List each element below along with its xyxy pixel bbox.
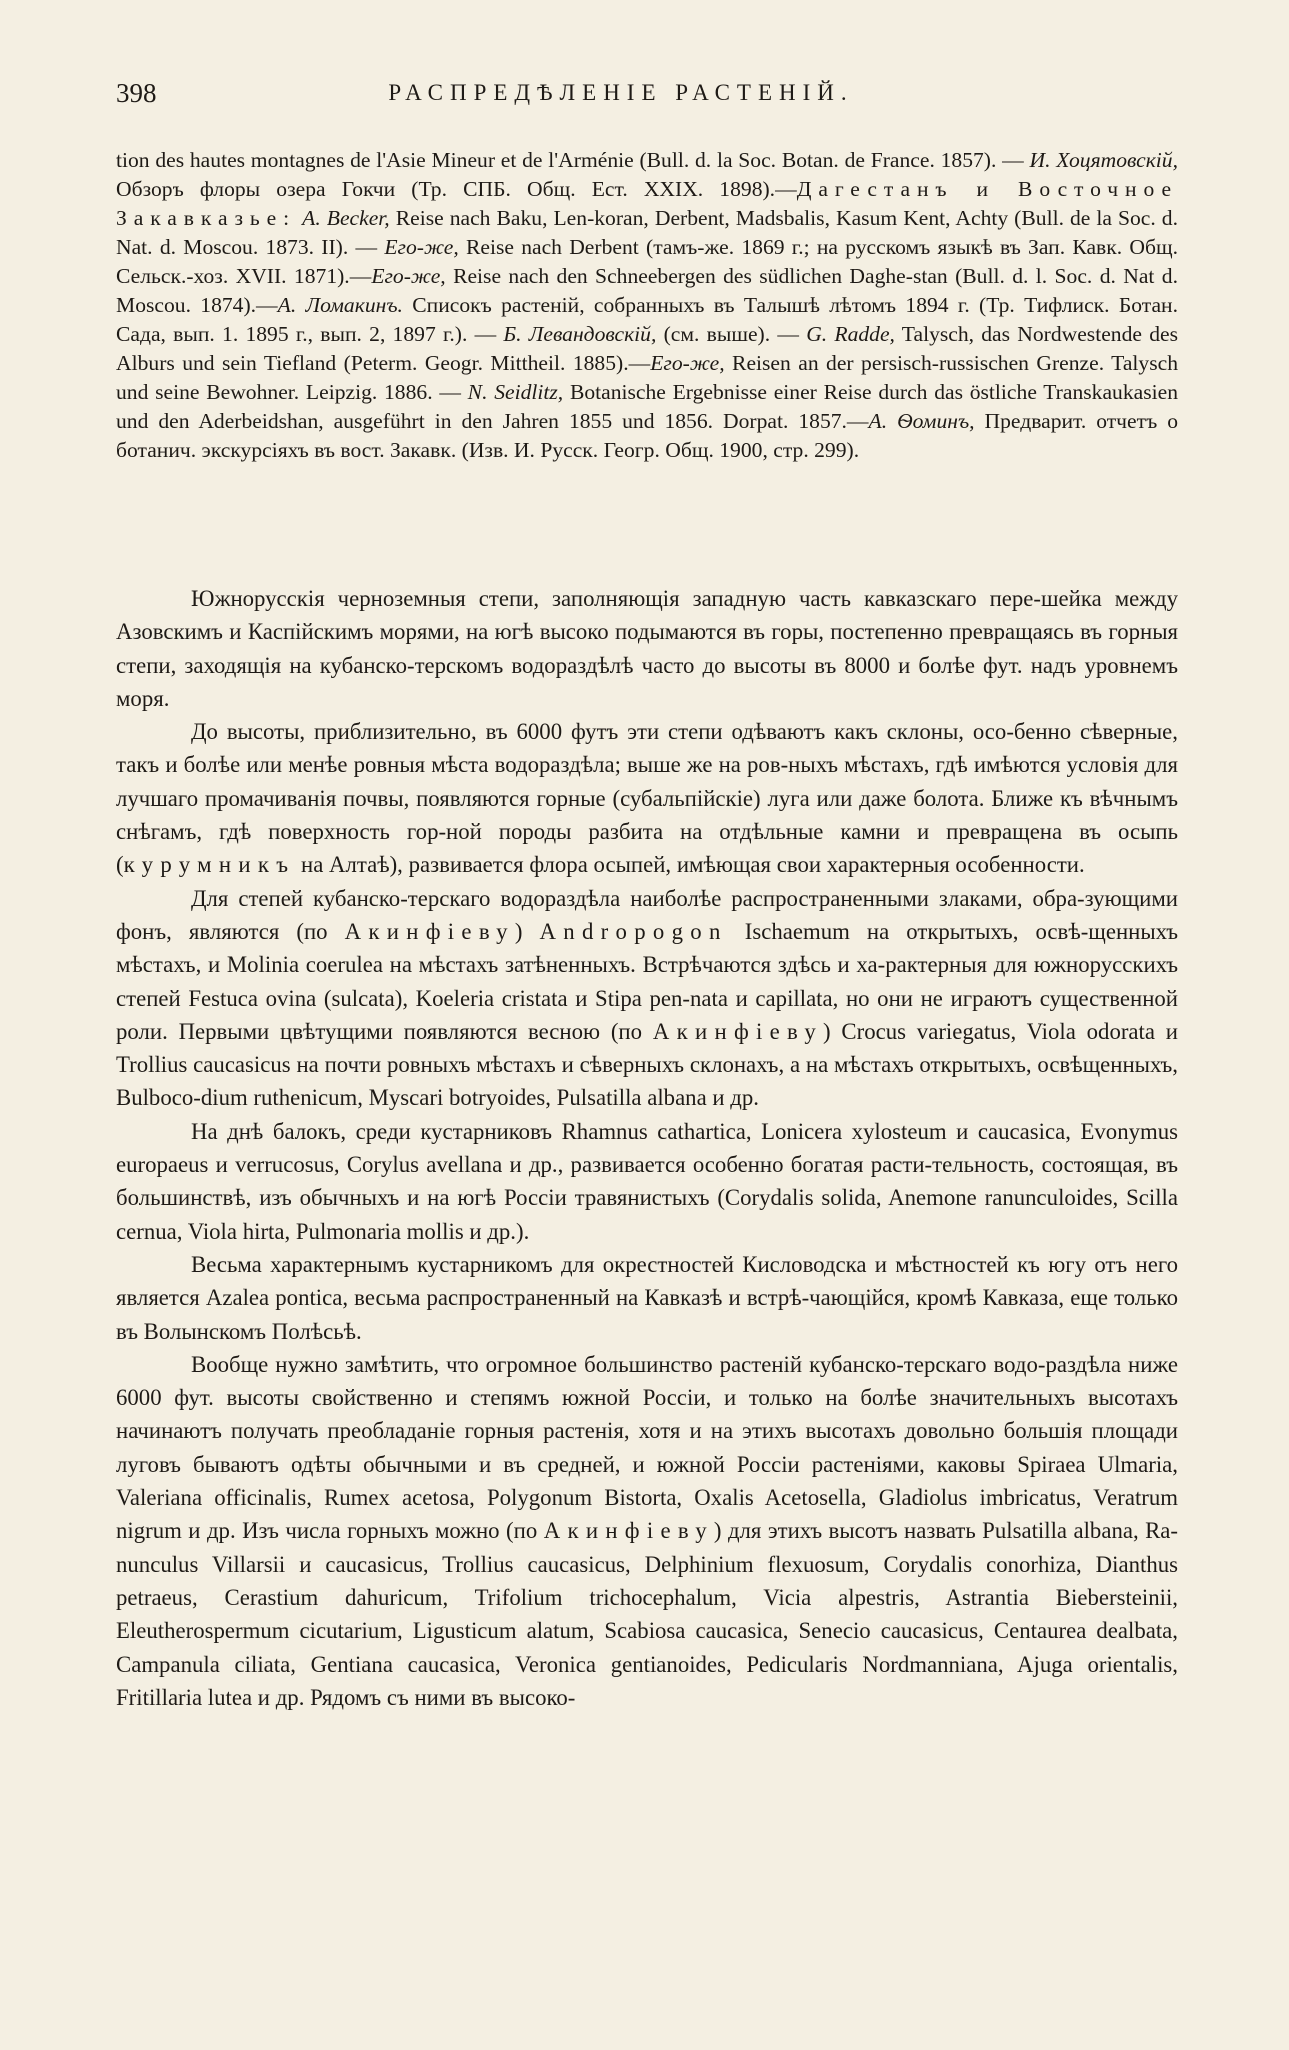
bib-author: И. Хоцятовскій,	[1029, 148, 1178, 172]
bib-author: А.	[302, 206, 321, 230]
spaced-name: Акинфіеву	[652, 1018, 824, 1044]
bib-author: N. Seidlitz,	[467, 380, 564, 404]
spaced-name: Акинфіеву	[344, 918, 515, 944]
bib-author: А. Ломакинъ.	[277, 293, 403, 317]
paragraph: Южнорусскія черноземныя степи, заполняющія западную часть кавказскаго пере-шейка между Азовскимъ и Каспійскимъ морями, на югѣ высоко подымаются въ горы, постепенно превращаясь въ горныя степи, заходящія на кубанско-терскомъ водораздѣлѣ часто до высоты въ 8000 и болѣе фут. надъ уровнемъ моря.	[116, 586, 1178, 711]
bibliography-block	[116, 146, 1178, 465]
bib-author: G. Radde,	[806, 322, 895, 346]
bib-text: (см. выше). —	[663, 322, 799, 346]
spaced-name: Акинфіеву	[543, 1518, 714, 1544]
page-header	[116, 78, 1126, 118]
bib-text: Reise nach Derbent (тамъ-же. 1869 г.; на русскомъ языкѣ въ Зап. Кавк. Общ. Сельск.-хоз. XVII. 1871).—	[116, 235, 1178, 288]
running-title: РАСПРЕДѢЛЕНІЕ РАСТЕНІЙ.	[388, 80, 854, 105]
bib-author: Б. Левандовскій,	[503, 322, 657, 346]
bib-author: А. Ѳоминъ,	[868, 409, 975, 433]
bib-author: Его-же,	[371, 264, 446, 288]
bib-author: Becker,	[326, 206, 390, 230]
bib-text: Reise nach den Schneebergen des südlichen Daghe-stan (Bull. d. l. Soc. d. Nat d. Moscou. 1874).—	[116, 264, 1178, 317]
paragraph: Для степей кубанско-терскаго водораздѣла наиболѣе распространенными злаками, обра-зующими фонъ, являются (по Акинфіеву) Andropogon Ischaemum на открытыхъ, освѣ-щенныхъ мѣстахъ, и Molinia coerulea на мѣстахъ затѣненныхъ. Встрѣчаются здѣсь и ха-рактерныя для южнорусскихъ степей Festuca ovina (sulcata), Koeleria cristata и Stipa pen-nata и capillata, но они не играютъ существенной роли. Первыми цвѣтущими появляются весною (по Акинфіеву) Crocus variegatus, Viola odorata и Trollius caucasicus на почти ровныхъ мѣстахъ и сѣверныхъ склонахъ, а на мѣстахъ открытыхъ, освѣщенныхъ, Bulboco-dium ruthenicum, Myscari botryoides, Pulsatilla albana и др.	[116, 885, 1178, 1111]
bib-text: Botanische Ergebnisse einer Reise durch das östliche Transkaukasien und den Aderbeidshan, ausgeführt in den Jahren 1855 und 1856. Dorpat. 1857.—	[116, 380, 1178, 433]
spaced-genus: Andropogon	[539, 918, 728, 944]
bib-author: Его-же,	[384, 235, 459, 259]
paragraph: Вообще нужно замѣтить, что огромное большинство растеній кубанско-терскаго водо-раздѣла ниже 6000 фут. высоты свойственно и степямъ южной Россіи, и только на болѣе значительныхъ высотахъ начинаютъ получать преобладаніе горныя растенія, хотя и на этихъ высотахъ довольно большія площади луговъ бываютъ одѣты обычными и въ средней, и южной Россіи растеніями, каковы Spiraea Ulmaria, Valeriana officinalis, Rumex acetosa, Polygonum Bistorta, Oxalis Acetosella, Gladiolus imbricatus, Veratrum nigrum и др. Изъ числа горныхъ можно (по Акинфіеву) для этихъ высотъ назвать Pulsatilla albana, Ra-nunculus Villarsii и caucasicus, Trollius caucasicus, Delphinium flexuosum, Corydalis conorhiza, Dianthus petraeus, Cerastium dahuricum, Trifolium trichocephalum, Vicia alpestris, Astrantia Biebersteinii, Eleutherospermum cicutarium, Ligusticum alatum, Scabiosa caucasica, Senecio caucasicus, Centaurea dealbata, Campanula ciliata, Gentiana caucasica, Veronica gentianoides, Pedicularis Nordmanniana, Ajuga orientalis, Fritillaria lutea и др. Рядомъ съ ними въ высоко-	[116, 1351, 1179, 1710]
bib-author: Его-же,	[650, 351, 725, 375]
bib-text: Предварит. отчетъ о ботанич. экскурсіяхъ въ вост. Закавк. (Изв. И. Русск. Геогр. Общ. 1900, стр. 299).	[116, 409, 1178, 462]
bib-text: Обзоръ флоры озера Гокчи (Тр. СПБ. Общ. Ест. XXIX. 1898).—	[116, 177, 797, 201]
body-text	[116, 582, 1178, 1714]
bib-text: Списокъ растеній, собранныхъ въ Талышѣ лѣтомъ 1894 г. (Тр. Тифлиск. Ботан. Сада, вып. 1. 1895 г., вып. 2, 1897 г.). —	[116, 293, 1178, 346]
paragraph: На днѣ балокъ, среди кустарниковъ Rhamnus cathartica, Lonicera xylosteum и caucasica, Evonymus europaeus и verrucosus, Corylus avellana и др., развивается особенно богатая расти-тельность, состоящая, въ большинствѣ, изъ обычныхъ и на югѣ Россіи травянистыхъ (Corydalis solida, Anemone ranunculoides, Scilla cernua, Viola hirta, Pulmonaria mollis и др.).	[116, 1118, 1178, 1244]
bib-text: Talysch, das Nordwestende des Alburs und sein Tiefland (Peterm. Geogr. Mittheil. 1885).—	[116, 322, 1178, 375]
paragraph: До высоты, приблизительно, въ 6000 футъ эти степи одѣваютъ какъ склоны, осо-бенно сѣверные, такъ и болѣе или менѣе ровныя мѣста водораздѣла; выше же на ров-ныхъ мѣстахъ, гдѣ имѣются условія для лучшаго промачиванія почвы, появляются горные (субальпійскіе) луга или даже болота. Ближе къ вѣчнымъ снѣгамъ, гдѣ поверхность гор-ной породы разбита на отдѣльные камни и превращена въ осыпь (курумникъ на Алтаѣ), развивается флора осыпей, имѣющая свои характерныя особенности.	[116, 719, 1178, 878]
spaced-term: курумникъ	[123, 852, 296, 878]
paragraph: Весьма характернымъ кустарникомъ для окрестностей Кисловодска и мѣстностей къ югу отъ него является Azalea pontica, весьма распространенный на Кавказѣ и встрѣ-чающійся, кромѣ Кавказа, еще только въ Волынскомъ Полѣсьѣ.	[116, 1251, 1178, 1344]
bib-region: Дагестанъ и Восточное Закавказье:	[116, 177, 1178, 230]
bib-text: Reisen an der persisch-russischen Grenze. Talysch und seine Bewohner. Leipzig. 1886. —	[116, 351, 1179, 404]
bib-text: tion des hautes montagnes de l'Asie Mineur et de l'Arménie (Bull. d. la Soc. Botan. de France. 1857). —	[116, 148, 1024, 172]
page-number: 398	[116, 78, 157, 108]
bib-text: Reise nach Baku, Len-koran, Derbent, Madsbalis, Kasum Kent, Achty (Bull. de la Soc. d. Nat. d. Moscou. 1873. II). —	[116, 206, 1179, 259]
